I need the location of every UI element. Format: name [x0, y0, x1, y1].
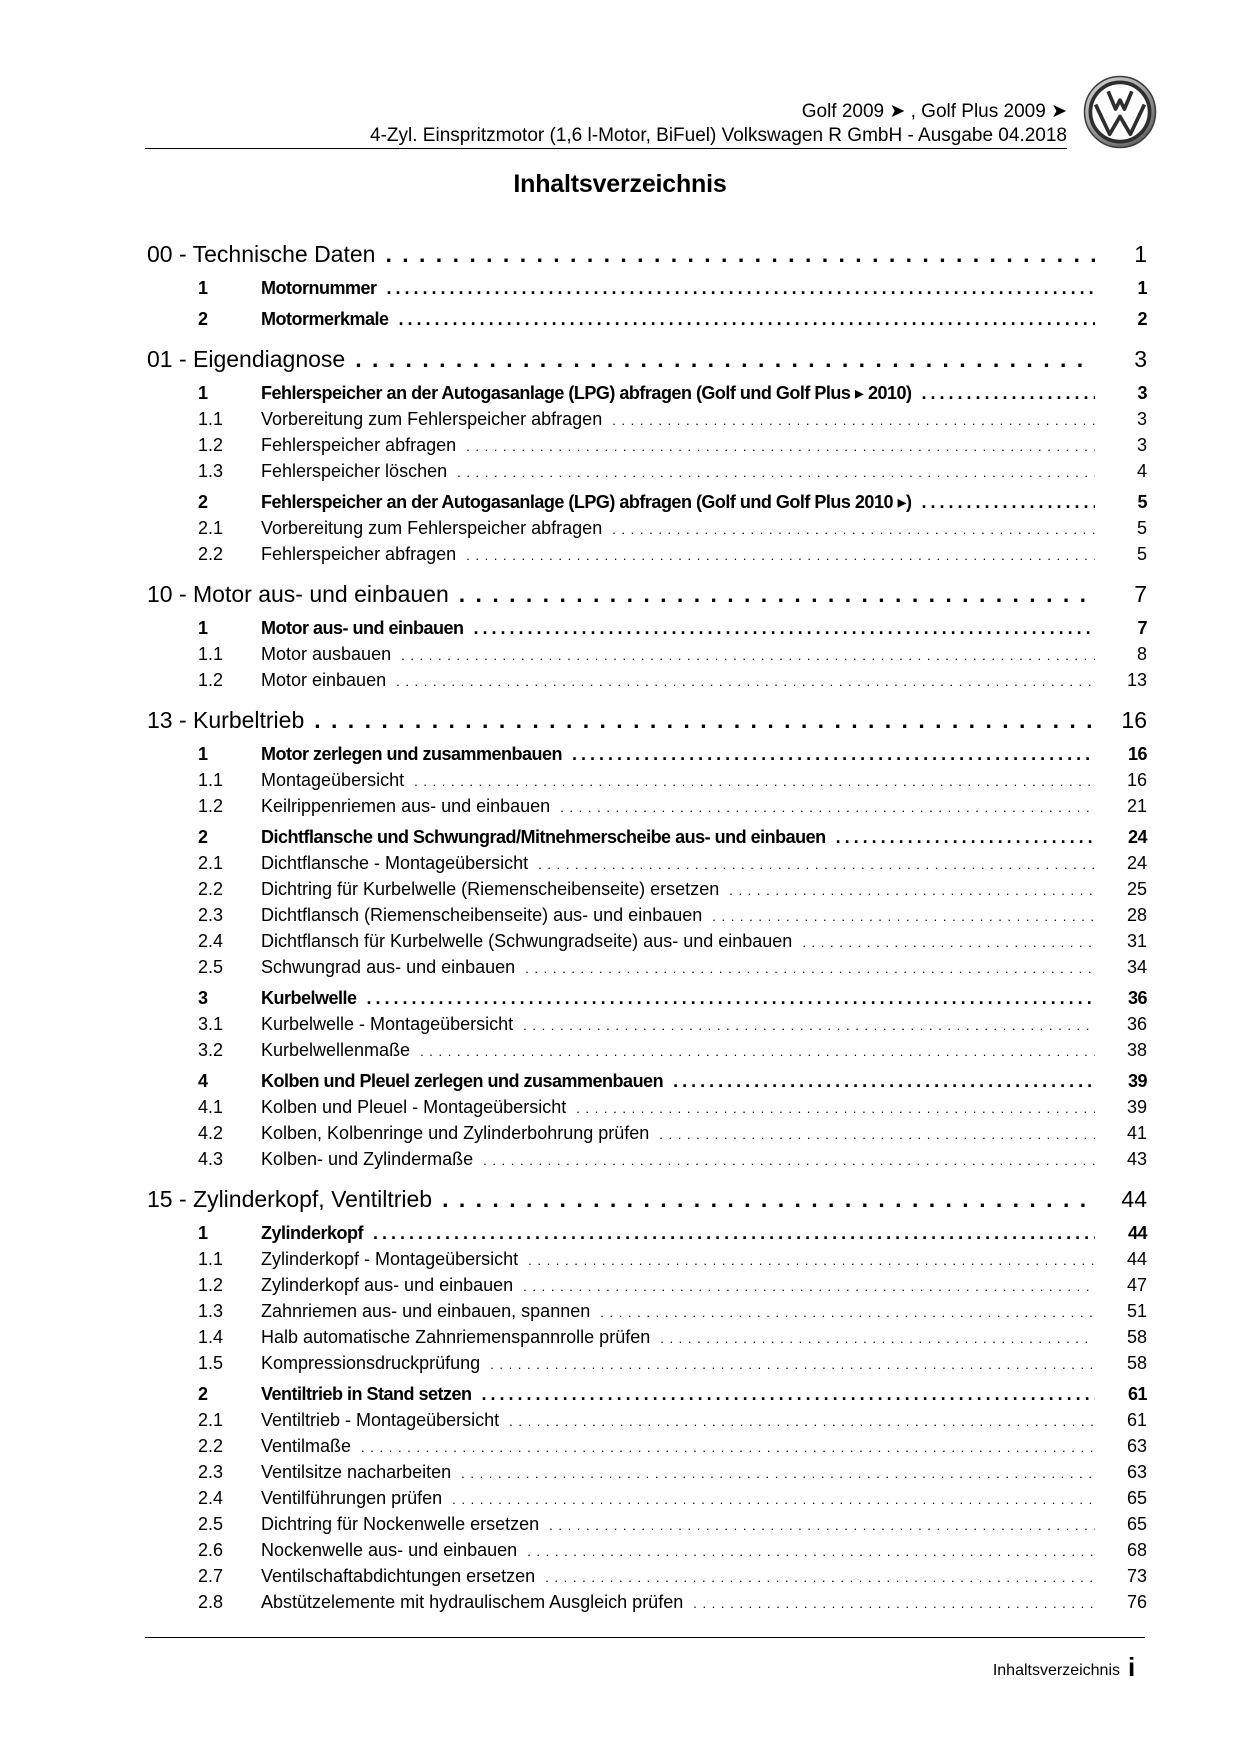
toc-dot-leader	[373, 1220, 1095, 1246]
toc-dot-leader	[355, 341, 1095, 378]
toc-entry-label: Montageübersicht	[261, 770, 405, 790]
toc-sub-row[interactable]	[147, 1407, 1147, 1433]
toc-entry-page-number: 61	[1127, 1384, 1147, 1404]
toc-entry-number: 1.3	[198, 461, 224, 481]
toc-dot-leader	[314, 702, 1095, 739]
toc-entry-label: Abstützelemente mit hydraulischem Ausgleich prüfen	[261, 1592, 684, 1612]
toc-sub-row[interactable]	[147, 458, 1147, 484]
toc-entry-page-number: 36	[1126, 1014, 1147, 1034]
toc-entry-number: 1	[198, 1223, 208, 1243]
toc-entry-number: 2.3	[198, 1462, 224, 1482]
toc-dot-leader	[459, 576, 1095, 613]
toc-dot-leader	[361, 1435, 1095, 1461]
toc-dot-leader	[836, 824, 1095, 850]
toc-section-row[interactable]	[147, 1381, 1147, 1407]
toc-entry-number: 3	[198, 988, 208, 1008]
toc-entry-number: 1.1	[198, 409, 224, 429]
toc-entry-label: Dichtflansch für Kurbelwelle (Schwungradseite) aus- und einbauen	[261, 931, 793, 951]
toc-entry-label: Kurbelwellenmaße	[261, 1040, 411, 1060]
toc-chapter-row[interactable]	[147, 236, 1147, 273]
toc-dot-leader	[612, 517, 1095, 543]
toc-entry-number: 1.2	[198, 670, 224, 690]
toc-dot-leader	[482, 1381, 1095, 1407]
toc-dot-leader	[528, 1248, 1095, 1274]
toc-entry-page-number: 61	[1126, 1410, 1147, 1430]
toc-entry-page-number: 5	[1136, 518, 1147, 538]
toc-sub-row[interactable]	[147, 1298, 1147, 1324]
toc-dot-leader	[442, 1181, 1095, 1218]
toc-dot-leader	[509, 1409, 1095, 1435]
toc-entry-label: Motor aus- und einbauen	[261, 618, 464, 638]
toc-dot-leader	[457, 460, 1095, 486]
toc-entry-label: Fehlerspeicher an der Autogasanlage (LPG) abfragen (Golf und Golf Plus ▸ 2010)	[261, 383, 912, 403]
toc-entry-page-number: 68	[1126, 1540, 1147, 1560]
toc-sub-row[interactable]	[147, 1011, 1147, 1037]
toc-sub-row[interactable]	[147, 1120, 1147, 1146]
toc-dot-leader	[527, 1539, 1095, 1565]
toc-section-row[interactable]	[147, 615, 1147, 641]
toc-entry-number: 1.1	[198, 770, 224, 790]
toc-entry-number: 2.2	[198, 1436, 224, 1456]
toc-dot-leader	[560, 795, 1095, 821]
toc-entry-label: Kurbelwelle - Montageübersicht	[261, 1014, 514, 1034]
toc-entry-page-number: 5	[1137, 492, 1147, 512]
toc-entry-page-number: 41	[1126, 1123, 1147, 1143]
toc-entry-page-number: 3	[1134, 346, 1147, 372]
toc-dot-leader	[712, 904, 1095, 930]
toc-sub-row[interactable]	[147, 928, 1147, 954]
toc-sub-row[interactable]	[147, 1272, 1147, 1298]
toc-entry-page-number: 65	[1126, 1514, 1147, 1534]
toc-entry-page-number: 34	[1126, 957, 1147, 977]
toc-entry-number: 2.4	[198, 931, 224, 951]
toc-entry-number: 1.2	[198, 435, 224, 455]
toc-dot-leader	[483, 1148, 1095, 1174]
toc-sub-row[interactable]	[147, 406, 1147, 432]
toc-entry-page-number: 47	[1126, 1275, 1147, 1295]
toc-chapter-row[interactable]	[147, 702, 1147, 739]
toc-entry-label: Dichtring für Kurbelwelle (Riemenscheibenseite) ersetzen	[261, 879, 720, 899]
toc-entry-label: Dichtflansche - Montageübersicht	[261, 853, 529, 873]
toc-entry-number: 4.3	[198, 1149, 224, 1169]
toc-sub-row[interactable]	[147, 793, 1147, 819]
toc-entry-label: Kolben- und Zylindermaße	[261, 1149, 474, 1169]
toc-entry-label: Motor zerlegen und zusammenbauen	[261, 744, 563, 764]
toc-chapter-row[interactable]	[147, 341, 1147, 378]
toc-entry-number: 2.1	[198, 518, 224, 538]
toc-sub-row[interactable]	[147, 876, 1147, 902]
toc-sub-row[interactable]	[147, 1563, 1147, 1589]
page-title: Inhaltsverzeichnis	[513, 170, 727, 198]
toc-sub-row[interactable]	[147, 954, 1147, 980]
toc-entry-page-number: 63	[1126, 1462, 1147, 1482]
toc-entry-page-number: 24	[1127, 827, 1147, 847]
toc-section-row[interactable]	[147, 1220, 1147, 1246]
toc-entry-label: Zylinderkopf aus- und einbauen	[261, 1275, 514, 1295]
toc-entry-page-number: 58	[1126, 1327, 1147, 1347]
toc-entry-page-number: 3	[1136, 435, 1147, 455]
toc-entry-page-number: 8	[1136, 644, 1147, 664]
toc-entry-page-number: 43	[1126, 1149, 1147, 1169]
toc-sub-row[interactable]	[147, 1324, 1147, 1350]
toc-entry-page-number: 16	[1126, 770, 1147, 790]
toc-entry-label: Motornummer	[261, 278, 377, 298]
toc-dot-leader	[545, 1565, 1095, 1591]
toc-dot-leader	[729, 878, 1095, 904]
toc-entry-label: Fehlerspeicher abfragen	[261, 544, 457, 564]
toc-sub-row[interactable]	[147, 667, 1147, 693]
toc-entry-page-number: 4	[1136, 461, 1147, 481]
toc-dot-leader	[466, 543, 1095, 569]
toc-dot-leader	[523, 1274, 1095, 1300]
toc-entry-number: 2	[198, 309, 208, 329]
toc-entry-page-number: 1	[1134, 241, 1147, 267]
footer-divider	[145, 1637, 1145, 1638]
toc-dot-leader	[461, 1461, 1095, 1487]
toc-sub-row[interactable]	[147, 1037, 1147, 1063]
toc-entry-number: 4	[198, 1071, 208, 1091]
toc-entry-number: 2	[198, 827, 208, 847]
toc-section-row[interactable]	[147, 275, 1147, 301]
toc-sub-row[interactable]	[147, 850, 1147, 876]
toc-sub-row[interactable]	[147, 1350, 1147, 1376]
toc-entry-number: 1.1	[198, 644, 224, 664]
toc-dot-leader	[466, 434, 1095, 460]
toc-dot-leader	[420, 1039, 1095, 1065]
toc-sub-row[interactable]	[147, 1485, 1147, 1511]
toc-entry-number: 1	[198, 618, 208, 638]
toc-entry-number: 1	[198, 278, 208, 298]
toc-section-row[interactable]	[147, 985, 1147, 1011]
toc-entry-page-number: 39	[1126, 1097, 1147, 1117]
toc-entry-page-number: 39	[1127, 1071, 1147, 1091]
toc-section-row[interactable]	[147, 824, 1147, 850]
toc-dot-leader	[401, 643, 1095, 669]
toc-entry-number: 2.2	[198, 879, 224, 899]
toc-entry-page-number: 16	[1127, 744, 1147, 764]
toc-dot-leader	[523, 1013, 1095, 1039]
toc-section-row[interactable]	[147, 489, 1147, 515]
toc-entry-number: 2.8	[198, 1592, 224, 1612]
toc-entry-number: 3.1	[198, 1014, 224, 1034]
toc-entry-number: 2.1	[198, 1410, 224, 1430]
toc-sub-row[interactable]	[147, 767, 1147, 793]
toc-sub-row[interactable]	[147, 641, 1147, 667]
toc-entry-number: 1	[198, 744, 208, 764]
toc-dot-leader	[576, 1096, 1095, 1122]
toc-entry-number: 4.1	[198, 1097, 224, 1117]
toc-sub-row[interactable]	[147, 1589, 1147, 1615]
toc-sub-row[interactable]	[147, 1537, 1147, 1563]
toc-dot-leader	[612, 408, 1095, 434]
toc-entry-label: 01 - Eigendiagnose	[147, 346, 346, 372]
toc-dot-leader	[385, 236, 1095, 273]
toc-dot-leader	[802, 930, 1095, 956]
toc-entry-number: 3.2	[198, 1040, 224, 1060]
toc-entry-label: 13 - Kurbeltrieb	[147, 707, 305, 733]
toc-entry-page-number: 1	[1137, 278, 1147, 298]
toc-entry-page-number: 76	[1126, 1592, 1147, 1612]
toc-entry-label: Ventilschaftabdichtungen ersetzen	[261, 1566, 536, 1586]
toc-entry-page-number: 2	[1137, 309, 1147, 329]
toc-sub-row[interactable]	[147, 515, 1147, 541]
toc-entry-label: Halb automatische Zahnriemenspannrolle prüfen	[261, 1327, 651, 1347]
toc-entry-label: Kurbelwelle	[261, 988, 357, 1008]
toc-entry-page-number: 13	[1126, 670, 1147, 690]
toc-entry-label: Motor einbauen	[261, 670, 387, 690]
toc-entry-page-number: 28	[1126, 905, 1147, 925]
toc-entry-label: Zylinderkopf	[261, 1223, 364, 1243]
toc-entry-label: Kolben und Pleuel - Montageübersicht	[261, 1097, 567, 1117]
toc-entry-label: Keilrippenriemen aus- und einbauen	[261, 796, 551, 816]
toc-entry-label: Kompressionsdruckprüfung	[261, 1353, 481, 1373]
toc-entry-label: Zahnriemen aus- und einbauen, spannen	[261, 1301, 591, 1321]
table-of-contents	[147, 236, 1147, 1615]
footer-page-number: i	[1128, 1652, 1136, 1682]
toc-chapter-row[interactable]	[147, 576, 1147, 613]
header-engine-line: 4-Zyl. Einspritzmotor (1,6 l-Motor, BiFuel) Volkswagen R GmbH - Ausgabe 04.2018	[370, 125, 1067, 146]
toc-sub-row[interactable]	[147, 1459, 1147, 1485]
toc-entry-label: 00 - Technische Daten	[147, 241, 376, 267]
toc-entry-number: 2.2	[198, 544, 224, 564]
toc-entry-label: Kolben, Kolbenringe und Zylinderbohrung prüfen	[261, 1123, 650, 1143]
toc-section-row[interactable]	[147, 1068, 1147, 1094]
toc-dot-leader	[922, 380, 1096, 406]
toc-entry-page-number: 38	[1126, 1040, 1147, 1060]
toc-entry-label: Vorbereitung zum Fehlerspeicher abfragen	[261, 409, 603, 429]
toc-dot-leader	[922, 489, 1096, 515]
toc-entry-number: 1	[198, 383, 208, 403]
toc-entry-number: 2.6	[198, 1540, 224, 1560]
toc-entry-number: 2.4	[198, 1488, 224, 1508]
toc-entry-label: Schwungrad aus- und einbauen	[261, 957, 516, 977]
toc-entry-label: Dichtring für Nockenwelle ersetzen	[261, 1514, 540, 1534]
toc-entry-page-number: 5	[1136, 544, 1147, 564]
toc-entry-page-number: 51	[1126, 1301, 1147, 1321]
toc-entry-label: Ventilführungen prüfen	[261, 1488, 443, 1508]
toc-dot-leader	[673, 1068, 1095, 1094]
toc-entry-number: 2.5	[198, 957, 224, 977]
toc-entry-page-number: 3	[1136, 409, 1147, 429]
toc-entry-number: 2.7	[198, 1566, 224, 1586]
toc-entry-page-number: 16	[1121, 707, 1147, 733]
toc-entry-label: Fehlerspeicher löschen	[261, 461, 448, 481]
toc-dot-leader	[490, 1352, 1095, 1378]
footer-label: Inhaltsverzeichnis	[992, 1662, 1120, 1679]
toc-entry-number: 1.2	[198, 796, 224, 816]
toc-sub-row[interactable]	[147, 902, 1147, 928]
toc-dot-leader	[693, 1591, 1095, 1617]
toc-dot-leader	[659, 1122, 1095, 1148]
toc-entry-label: Motor ausbauen	[261, 644, 392, 664]
toc-entry-label: Zylinderkopf - Montageübersicht	[261, 1249, 519, 1269]
toc-entry-label: Dichtflansch (Riemenscheibenseite) aus- und einbauen	[261, 905, 703, 925]
toc-entry-label: Nockenwelle aus- und einbauen	[261, 1540, 518, 1560]
toc-entry-label: 10 - Motor aus- und einbauen	[147, 581, 449, 607]
toc-entry-page-number: 63	[1126, 1436, 1147, 1456]
toc-entry-page-number: 24	[1126, 853, 1147, 873]
toc-entry-label: Kolben und Pleuel zerlegen und zusammenbauen	[261, 1071, 664, 1091]
toc-dot-leader	[387, 275, 1096, 301]
toc-entry-number: 4.2	[198, 1123, 224, 1143]
toc-dot-leader	[474, 615, 1096, 641]
toc-entry-page-number: 31	[1126, 931, 1147, 951]
toc-entry-page-number: 44	[1121, 1186, 1147, 1212]
toc-entry-page-number: 58	[1126, 1353, 1147, 1373]
toc-dot-leader	[600, 1300, 1095, 1326]
document-header	[145, 100, 1067, 148]
toc-entry-label: Ventiltrieb in Stand setzen	[261, 1384, 472, 1404]
toc-dot-leader	[452, 1487, 1095, 1513]
toc-dot-leader	[367, 985, 1095, 1011]
toc-chapter-row[interactable]	[147, 1181, 1147, 1218]
toc-entry-number: 1.1	[198, 1249, 224, 1269]
toc-entry-page-number: 25	[1126, 879, 1147, 899]
toc-entry-page-number: 44	[1126, 1249, 1147, 1269]
toc-dot-leader	[549, 1513, 1095, 1539]
toc-entry-label: Vorbereitung zum Fehlerspeicher abfragen	[261, 518, 603, 538]
toc-entry-page-number: 7	[1137, 618, 1147, 638]
toc-sub-row[interactable]	[147, 1433, 1147, 1459]
volkswagen-logo-icon	[1083, 75, 1157, 149]
toc-entry-number: 2	[198, 1384, 208, 1404]
toc-sub-row[interactable]	[147, 1511, 1147, 1537]
toc-entry-label: 15 - Zylinderkopf, Ventiltrieb	[147, 1186, 433, 1212]
header-model-line: Golf 2009 ➤ , Golf Plus 2009 ➤	[801, 101, 1067, 122]
toc-sub-row[interactable]	[147, 432, 1147, 458]
toc-entry-number: 2.1	[198, 853, 224, 873]
toc-entry-number: 1.5	[198, 1353, 224, 1373]
toc-dot-leader	[538, 852, 1095, 878]
toc-entry-label: Ventilsitze nacharbeiten	[261, 1462, 452, 1482]
toc-section-row[interactable]	[147, 306, 1147, 332]
toc-entry-label: Ventiltrieb - Montageübersicht	[261, 1410, 500, 1430]
toc-entry-page-number: 65	[1126, 1488, 1147, 1508]
toc-entry-label: Motormerkmale	[261, 309, 389, 329]
toc-sub-row[interactable]	[147, 541, 1147, 567]
toc-entry-number: 1.4	[198, 1327, 224, 1347]
toc-entry-number: 2.3	[198, 905, 224, 925]
toc-entry-number: 1.2	[198, 1275, 224, 1295]
toc-section-row[interactable]	[147, 741, 1147, 767]
toc-dot-leader	[660, 1326, 1095, 1352]
header-divider	[145, 148, 1067, 149]
toc-entry-page-number: 7	[1134, 581, 1147, 607]
toc-entry-page-number: 44	[1127, 1223, 1147, 1243]
toc-entry-page-number: 73	[1126, 1566, 1147, 1586]
toc-sub-row[interactable]	[147, 1146, 1147, 1172]
toc-entry-page-number: 36	[1127, 988, 1147, 1008]
toc-dot-leader	[396, 669, 1095, 695]
toc-entry-label: Fehlerspeicher abfragen	[261, 435, 457, 455]
toc-entry-page-number: 21	[1126, 796, 1147, 816]
toc-entry-page-number: 3	[1137, 383, 1147, 403]
toc-dot-leader	[399, 306, 1095, 332]
toc-dot-leader	[414, 769, 1095, 795]
toc-entry-number: 2.5	[198, 1514, 224, 1534]
toc-entry-label: Ventilmaße	[261, 1436, 352, 1456]
toc-dot-leader	[525, 956, 1095, 982]
toc-sub-row[interactable]	[147, 1246, 1147, 1272]
toc-entry-number: 2	[198, 492, 208, 512]
toc-entry-label: Fehlerspeicher an der Autogasanlage (LPG) abfragen (Golf und Golf Plus 2010 ▸)	[261, 492, 912, 512]
toc-sub-row[interactable]	[147, 1094, 1147, 1120]
toc-dot-leader	[572, 741, 1095, 767]
toc-entry-number: 1.3	[198, 1301, 224, 1321]
toc-entry-label: Dichtflansche und Schwungrad/Mitnehmerscheibe aus- und einbauen	[261, 827, 826, 847]
toc-section-row[interactable]	[147, 380, 1147, 406]
